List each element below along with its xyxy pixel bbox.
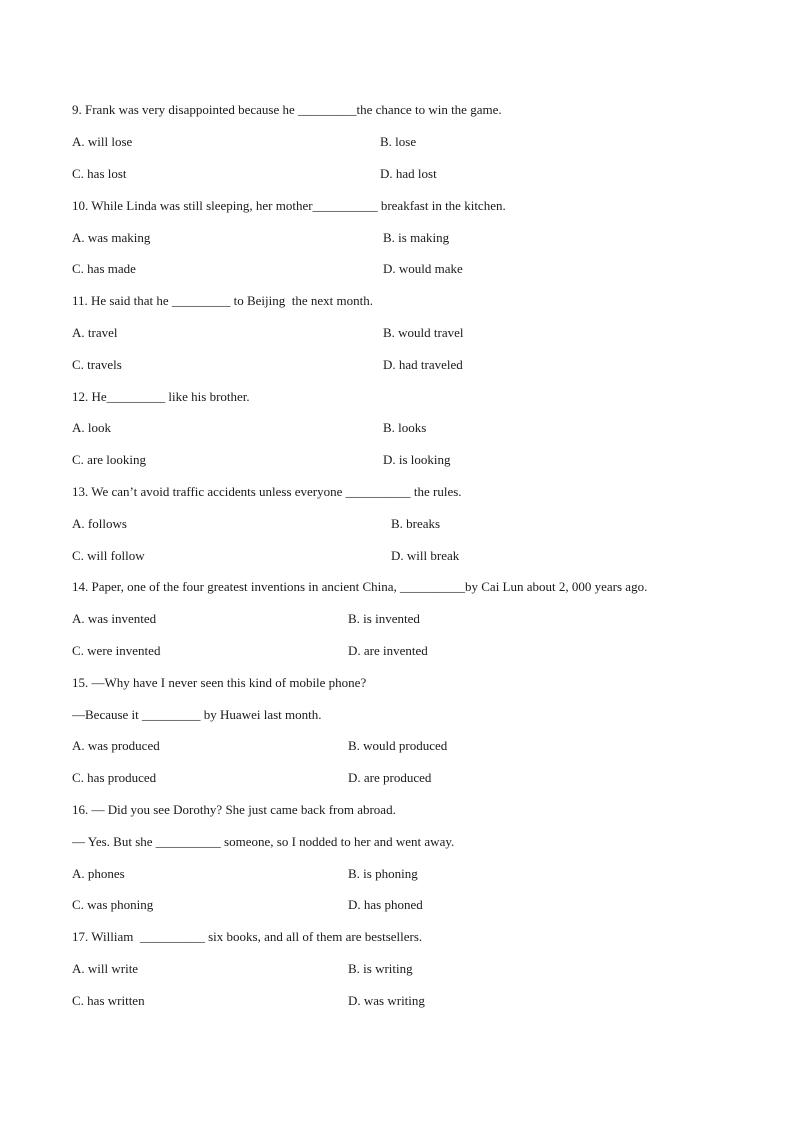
option-d: D. are produced	[348, 770, 432, 785]
option-b: B. looks	[383, 420, 427, 435]
option-c: C. were invented	[72, 643, 161, 658]
option-d: D. is looking	[383, 452, 451, 467]
option-d: D. had traveled	[383, 357, 463, 372]
option-c: C. will follow	[72, 548, 145, 563]
option-c: C. was phoning	[72, 897, 154, 912]
option-d: D. was writing	[348, 993, 425, 1008]
option-b: B. is phoning	[348, 866, 418, 881]
option-a: A. was making	[72, 230, 151, 245]
option-d: D. has phoned	[348, 897, 423, 912]
question-text: 14. Paper, one of the four greatest inventions in ancient China, __________by Cai Lun about 2, 000 years ago.	[72, 579, 648, 594]
option-a: A. will lose	[72, 134, 133, 149]
option-b: B. would travel	[383, 325, 464, 340]
option-b: B. would produced	[348, 738, 448, 753]
question-text: 15. —Why have I never seen this kind of mobile phone?	[72, 675, 367, 690]
question-text: 16. — Did you see Dorothy? She just came back from abroad.	[72, 802, 396, 817]
option-a: A. look	[72, 420, 111, 435]
question-text-line-2: — Yes. But she __________ someone, so I nodded to her and went away.	[72, 834, 455, 849]
question-text: 12. He_________ like his brother.	[72, 389, 250, 404]
option-b: B. lose	[380, 134, 417, 149]
option-c: C. has written	[72, 993, 145, 1008]
question-text: 9. Frank was very disappointed because he _________the chance to win the game.	[72, 102, 502, 117]
option-c: C. has lost	[72, 166, 127, 181]
option-a: A. travel	[72, 325, 118, 340]
question-text: 13. We can’t avoid traffic accidents unless everyone __________ the rules.	[72, 484, 462, 499]
option-c: C. are looking	[72, 452, 147, 467]
question-text-line-2: —Because it _________ by Huawei last month.	[72, 707, 322, 722]
option-d: D. had lost	[380, 166, 437, 181]
option-d: D. will break	[391, 548, 460, 563]
option-a: A. was invented	[72, 611, 157, 626]
option-a: A. will write	[72, 961, 139, 976]
option-b: B. is making	[383, 230, 450, 245]
question-text: 17. William __________ six books, and all of them are bestsellers.	[72, 929, 423, 944]
option-a: A. was produced	[72, 738, 160, 753]
option-b: B. breaks	[391, 516, 441, 531]
option-c: C. has produced	[72, 770, 157, 785]
option-c: C. travels	[72, 357, 122, 372]
option-a: A. phones	[72, 866, 125, 881]
option-a: A. follows	[72, 516, 127, 531]
option-b: B. is writing	[348, 961, 413, 976]
question-text: 11. He said that he _________ to Beijing the next month.	[72, 293, 374, 308]
option-d: D. would make	[383, 261, 463, 276]
option-d: D. are invented	[348, 643, 428, 658]
option-b: B. is invented	[348, 611, 420, 626]
option-c: C. has made	[72, 261, 136, 276]
question-text: 10. While Linda was still sleeping, her mother__________ breakfast in the kitchen.	[72, 198, 506, 213]
